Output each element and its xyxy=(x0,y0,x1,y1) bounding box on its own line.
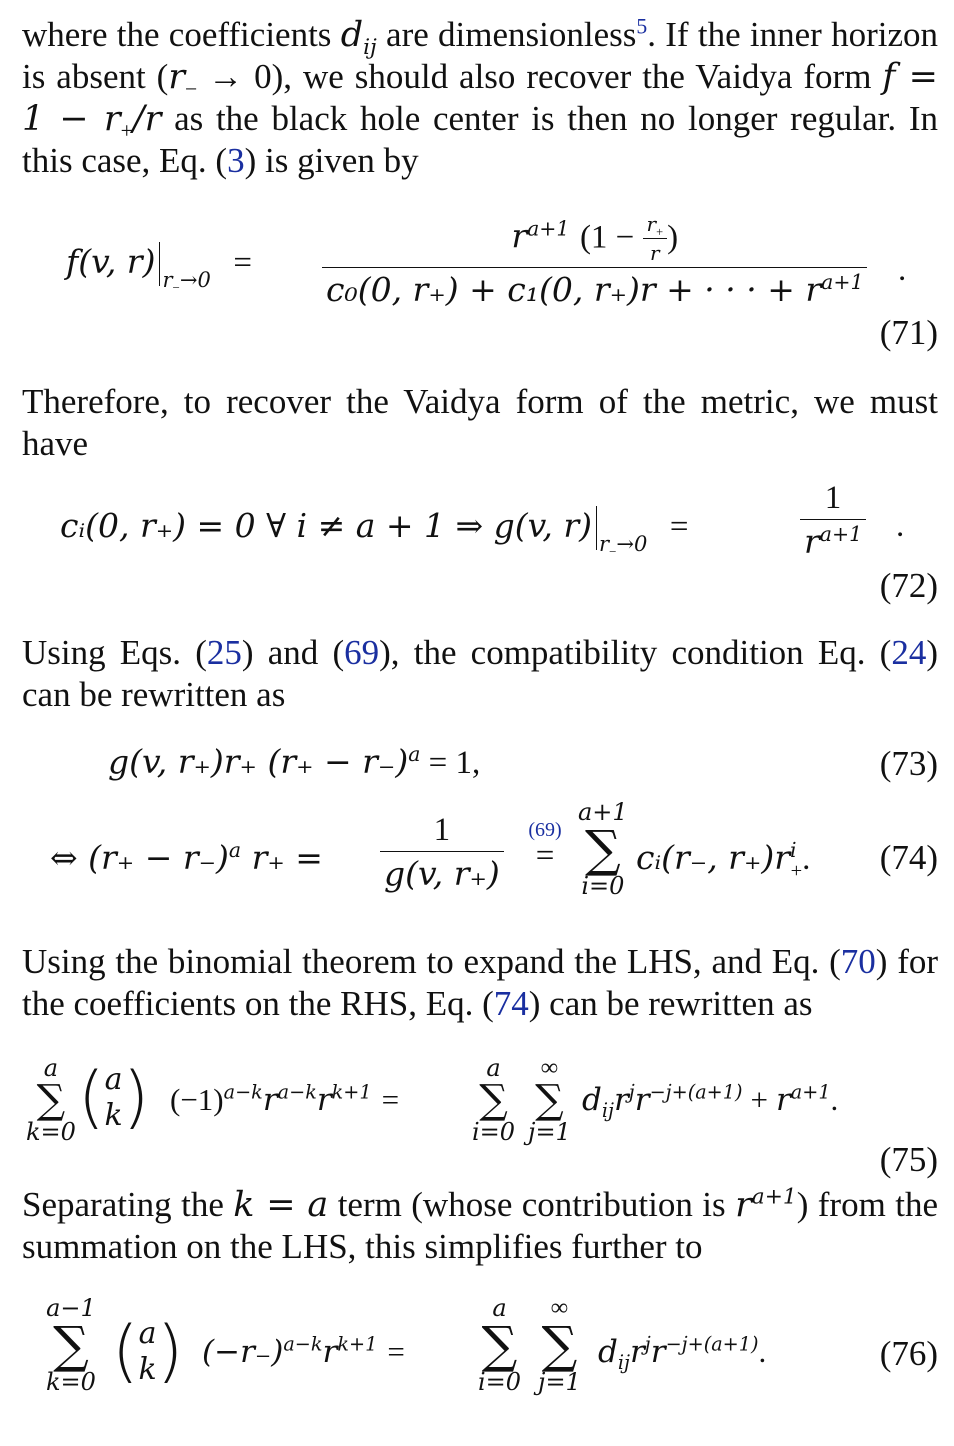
eq71-fraction: $r^{a+1}$ (1 − $\frac{r_+}{r}$ ) c₀(0, r₊) + c₁(0, r₊)r + · · · + $r^{a+1}$ xyxy=(322,212,867,309)
eq76-binomial: ( a k ) xyxy=(112,1312,184,1391)
text-run: are dimensionless xyxy=(376,15,637,54)
text-run: where the coefficients xyxy=(22,15,341,54)
paragraph-4 xyxy=(22,941,938,1025)
equation-73: g(v, r₊)r₊ $(r_+ - r_-)^a = 1$, xyxy=(108,742,481,781)
eq76-number: (76) xyxy=(879,1334,938,1373)
eq74-sum: a+1 ∑ i=0 xyxy=(578,798,628,900)
eq76-rhs-sum-i: a ∑ i=0 xyxy=(478,1294,522,1396)
text-run: ) is given by xyxy=(244,141,419,180)
eq74-number: (74) xyxy=(879,838,938,877)
eq76-lhs-sum: a−1 ∑ k=0 xyxy=(46,1294,96,1396)
eq71-numerator: r xyxy=(511,216,528,256)
eq76-rhs-sum-j: ∞ ∑ j=1 xyxy=(538,1295,581,1396)
footnote-link[interactable]: 5 xyxy=(636,14,648,39)
text-run: . If the inner horizon is absent ( xyxy=(22,15,938,96)
text-run: ) for the coefficients on the RHS, Eq. ( xyxy=(22,942,939,1023)
paragraph-2 xyxy=(22,381,938,465)
eq74-term: cᵢ(r₋, r₊)r xyxy=(636,838,791,877)
eq75-rhs-sum-i: a ∑ i=0 xyxy=(472,1054,516,1146)
eq73-body: g(v, r₊)r₊ (r₊ − r₋) xyxy=(108,742,409,781)
eq75-rhs-sum-j: ∞ ∑ j=1 xyxy=(528,1055,571,1146)
eq76-rhs-terms: $d_{ij}r^jr^{-j+(a+1)}$. xyxy=(598,1332,767,1375)
text-run: → 0), we should also recover the Vaidya form xyxy=(197,57,883,96)
equation-74: ⇔ $(r_+ - r_-)^a$ r₊ = $\frac{1}{g(v, r_+)}$ (69) = a+1 ∑ i=0 cᵢ(r₋, $r_+)r^i_+$. xyxy=(50,798,811,900)
text-run: as the black hole center is then no longer regular. In this case, Eq. ( xyxy=(22,99,939,180)
equation-76 xyxy=(22,1296,938,1416)
eq74-fraction xyxy=(380,812,504,893)
eq75-binomial: ( a k ) xyxy=(78,1058,150,1137)
eq72-eval: r−→0 xyxy=(599,532,648,560)
eq75-lhs-terms: $(-1)^{a-k}r^{a-k}r^{k+1}$ = xyxy=(170,1080,400,1118)
math-k-equals-a: k = a xyxy=(233,1185,329,1225)
text-run: Therefore, to recover the Vaidya form of the metric, we must have xyxy=(22,382,938,463)
math-rminus: $r_-$ xyxy=(168,57,198,101)
text-run: term (whose contribution is xyxy=(328,1185,736,1224)
text-run: ) can be rewritten as xyxy=(22,633,938,714)
eq74-denominator: g(v, r₊) xyxy=(384,854,500,893)
text-run: ) can be rewritten as xyxy=(528,984,813,1023)
eq72-fraction: $\frac{1}{r^{a+1}}$ xyxy=(800,480,866,561)
text-run: ), the compatibility condition Eq. ( xyxy=(379,633,892,672)
paragraph-3 xyxy=(22,632,938,716)
text-run: Separating the xyxy=(22,1185,234,1224)
math-contribution: $r^{a+1}$ xyxy=(735,1184,797,1225)
eq74-lhs: ⇔ (r₊ − r₋) xyxy=(50,838,229,877)
eq-ref-74[interactable]: 74 xyxy=(493,984,529,1023)
text-run: Using the binomial theorem to expand the LHS, and Eq. ( xyxy=(22,942,841,981)
eq76-lhs-terms: $(-r_-)^{a-k}r^{k+1}$ = xyxy=(202,1332,405,1370)
equation-72: cᵢ(0, r₊) = 0 ∀ i ≠ a + 1 ⇒ g(v, r) $_{r_-\to 0}$ = $\frac{1}{r^{a+1}}$ . xyxy=(60,480,905,561)
eq71-number: (71) xyxy=(879,313,938,352)
paragraph-1 xyxy=(22,14,938,182)
equation-75 xyxy=(22,1056,938,1146)
eq75-lhs-sum: a ∑ k=0 xyxy=(26,1054,76,1146)
eq74-overset-equals: (69) = xyxy=(522,820,568,873)
eq71-lhs: f(v, r) xyxy=(66,242,156,281)
text-run: Using Eqs. ( xyxy=(22,633,207,672)
text-run: ) from the summation on the LHS, this simplifies further to xyxy=(22,1185,938,1266)
eq72-numerator: 1 xyxy=(800,480,866,520)
eq-ref-25[interactable]: 25 xyxy=(206,633,242,672)
eq72-lhs: cᵢ(0, r₊) = 0 ∀ i ≠ a + 1 ⇒ g(v, r) xyxy=(60,506,593,545)
eq75-rhs-terms: $d_{ij}r^jr^{-j+(a+1)} + r^{a+1}$. xyxy=(582,1080,839,1123)
paragraph-5 xyxy=(22,1184,938,1268)
eq-ref-70[interactable]: 70 xyxy=(840,942,876,981)
eq-ref-69[interactable]: 69 xyxy=(344,633,380,672)
eq71-denominator: c₀(0, r₊) + c₁(0, r₊)r + · · · + r xyxy=(326,270,822,309)
eq72-denominator: r xyxy=(804,522,820,561)
eq71-eval: r−→0 xyxy=(162,268,211,296)
eq74-numerator: 1 xyxy=(380,812,504,852)
eq74-ref-69[interactable]: (69) xyxy=(528,819,562,841)
math-vaidya-form: $f = 1 - r_+/r$ xyxy=(22,57,938,143)
eq72-number: (72) xyxy=(879,566,938,605)
eq-ref-24[interactable]: 24 xyxy=(891,633,927,672)
eq75-number: (75) xyxy=(879,1140,938,1179)
math-dij: $d_{ij}$ xyxy=(340,15,377,60)
text-run: ) and ( xyxy=(241,633,345,672)
eq73-number: (73) xyxy=(879,744,938,783)
equation-71: f(v, r) $_{r_-\to 0}$ = $r^{a+1}$ (1 − $\frac{r_+}{r}$ ) c₀(0, r₊) + c₁(0, r₊)r + · · · + $r^{a+1}$ . xyxy=(66,212,907,309)
eq-ref-3[interactable]: 3 xyxy=(227,141,245,180)
